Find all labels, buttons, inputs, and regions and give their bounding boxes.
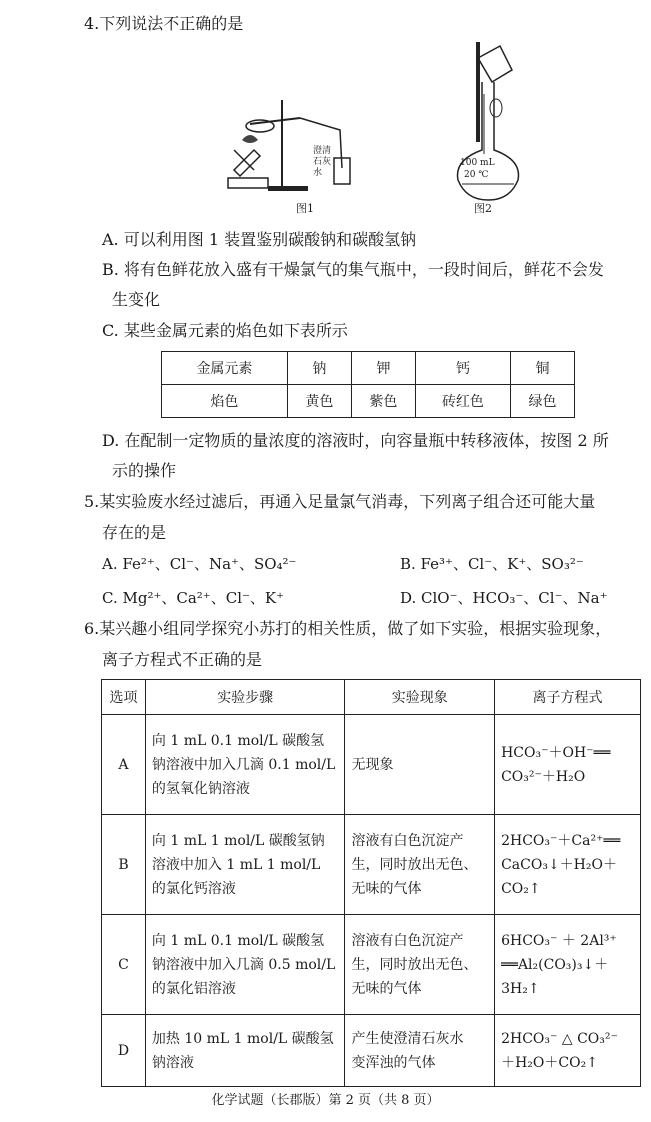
phenomenon-line: 溶液有白色沉淀产: [351, 932, 464, 949]
table-cell: 钠: [287, 352, 351, 385]
table-cell: 绿色: [510, 385, 574, 418]
equation-cell: [495, 1015, 641, 1087]
experiment-table: [101, 679, 641, 1087]
q4-option-d-line1: D. 在配制一定物质的量浓度的溶液时，向容量瓶中转移液体，按图 2 所: [102, 431, 609, 450]
figure-1-label: 澄清石灰水: [313, 146, 332, 178]
column-header: 实验现象: [345, 680, 495, 715]
table-cell: 钙: [415, 352, 510, 385]
q5-option-b: B. Fe³⁺、Cl⁻、K⁺、SO₃²⁻: [400, 555, 584, 573]
phenomenon-cell: [345, 815, 495, 915]
table-cell: 砖红色: [415, 385, 510, 418]
step-line: 向 1 mL 0.1 mol/L 碳酸氢: [151, 932, 325, 949]
table-cell: 焰色: [162, 385, 288, 418]
equation-cell: [495, 815, 641, 915]
table-cell: 钾: [351, 352, 415, 385]
phenomenon-line: 无味的气体: [351, 880, 422, 897]
table-header-row: [102, 680, 641, 715]
figure-1-caption: 图1: [296, 202, 314, 215]
table-cell: 铜: [510, 352, 574, 385]
phenomenon-line: 生，同时放出无色、: [351, 856, 478, 873]
step-line: 钠溶液中加入几滴 0.1 mol/L: [151, 756, 336, 773]
phenomenon-cell: [345, 915, 495, 1015]
phenomenon-line: 溶液有白色沉淀产: [351, 832, 464, 849]
figure-2-label-bottom: 20 ℃: [464, 170, 489, 180]
phenomenon-line: 变浑浊的气体: [351, 1054, 436, 1071]
equation-line: 3H₂↑: [501, 980, 540, 997]
option-cell: D: [102, 1015, 146, 1087]
table-row: [162, 352, 575, 385]
equation-line: ══Al₂(CO₃)₃↓＋: [501, 956, 609, 973]
phenomenon-line: 生，同时放出无色、: [351, 956, 478, 973]
column-header: 选项: [102, 680, 146, 715]
option-cell: A: [102, 715, 146, 815]
phenomenon-line: 无味的气体: [351, 980, 422, 997]
q4-option-b-line1: B. 将有色鲜花放入盛有干燥氯气的集气瓶中，一段时间后，鲜花不会发: [102, 260, 604, 279]
option-cell: B: [102, 815, 146, 915]
equation-line: 2HCO₃⁻＋Ca²⁺══: [501, 832, 621, 849]
q6-stem-line1: 6.某兴趣小组同学探究小苏打的相关性质，做了如下实验，根据实验现象，: [84, 619, 612, 638]
figure-2-label-top: 100 mL: [460, 158, 495, 168]
figure-1-apparatus: [220, 100, 360, 210]
step-line: 向 1 mL 1 mol/L 碳酸氢钠: [151, 832, 325, 849]
phenomenon-cell: [345, 1015, 495, 1087]
option-cell: C: [102, 915, 146, 1015]
step-line: 钠溶液: [151, 1054, 194, 1071]
q4-option-c: C. 某些金属元素的焰色如下表所示: [102, 321, 348, 340]
q4-option-a: A. 可以利用图 1 装置鉴别碳酸钠和碳酸氢钠: [102, 230, 417, 249]
equation-line: 6HCO₃⁻ ＋ 2Al³⁺: [501, 932, 617, 949]
phenomenon-line: 产生使澄清石灰水: [351, 1030, 464, 1047]
table-cell: 金属元素: [162, 352, 288, 385]
q5-option-a: A. Fe²⁺、Cl⁻、Na⁺、SO₄²⁻: [102, 555, 297, 573]
table-row: [102, 1015, 641, 1087]
figure-2-caption: 图2: [474, 202, 492, 215]
equation-cell: [495, 715, 641, 815]
step-cell: [145, 815, 345, 915]
step-line: 加热 10 mL 1 mol/L 碳酸氢: [151, 1030, 334, 1047]
equation-line: ＋H₂O＋CO₂↑: [501, 1054, 598, 1071]
step-cell: [145, 715, 345, 815]
step-cell: [145, 915, 345, 1015]
table-row: [162, 385, 575, 418]
step-line: 的氯化铝溶液: [151, 980, 236, 997]
phenomenon-line: 无现象: [351, 756, 394, 773]
equation-line: CaCO₃↓＋H₂O＋: [501, 856, 617, 873]
equation-line: CO₂↑: [501, 880, 541, 897]
table-cell: 黄色: [287, 385, 351, 418]
q4-stem: 4.下列说法不正确的是: [84, 14, 244, 33]
column-header: 实验步骤: [145, 680, 345, 715]
q4-option-d-line2: 示的操作: [112, 461, 177, 480]
step-line: 的氯化钙溶液: [151, 880, 236, 897]
table-row: [102, 815, 641, 915]
equation-line: HCO₃⁻＋OH⁻══: [501, 744, 611, 761]
step-line: 溶液中加入 1 mL 1 mol/L: [151, 856, 321, 873]
flame-color-table: [161, 351, 575, 418]
table-row: [102, 715, 641, 815]
q5-stem-line1: 5.某实验废水经过滤后，再通入足量氯气消毒，下列离子组合还可能大量: [84, 492, 596, 511]
q6-stem-line2: 离子方程式不正确的是: [102, 650, 263, 669]
q4-option-b-line2: 生变化: [112, 290, 161, 309]
step-cell: [145, 1015, 345, 1087]
page-footer: 化学试题（长郡版）第 2 页（共 8 页）: [211, 1093, 440, 1108]
equation-cell: [495, 915, 641, 1015]
q5-stem-line2: 存在的是: [102, 523, 167, 542]
equation-line: 2HCO₃⁻ △ CO₃²⁻: [501, 1030, 618, 1047]
column-header: 离子方程式: [495, 680, 641, 715]
phenomenon-cell: [345, 715, 495, 815]
q5-option-d: D. ClO⁻、HCO₃⁻、Cl⁻、Na⁺: [400, 589, 608, 607]
step-line: 钠溶液中加入几滴 0.5 mol/L: [151, 956, 336, 973]
q5-option-c: C. Mg²⁺、Ca²⁺、Cl⁻、K⁺: [102, 589, 285, 607]
table-cell: 紫色: [351, 385, 415, 418]
step-line: 的氢氧化钠溶液: [151, 780, 250, 797]
equation-line: CO₃²⁻＋H₂O: [501, 768, 586, 785]
table-row: [102, 915, 641, 1015]
step-line: 向 1 mL 0.1 mol/L 碳酸氢: [151, 732, 325, 749]
